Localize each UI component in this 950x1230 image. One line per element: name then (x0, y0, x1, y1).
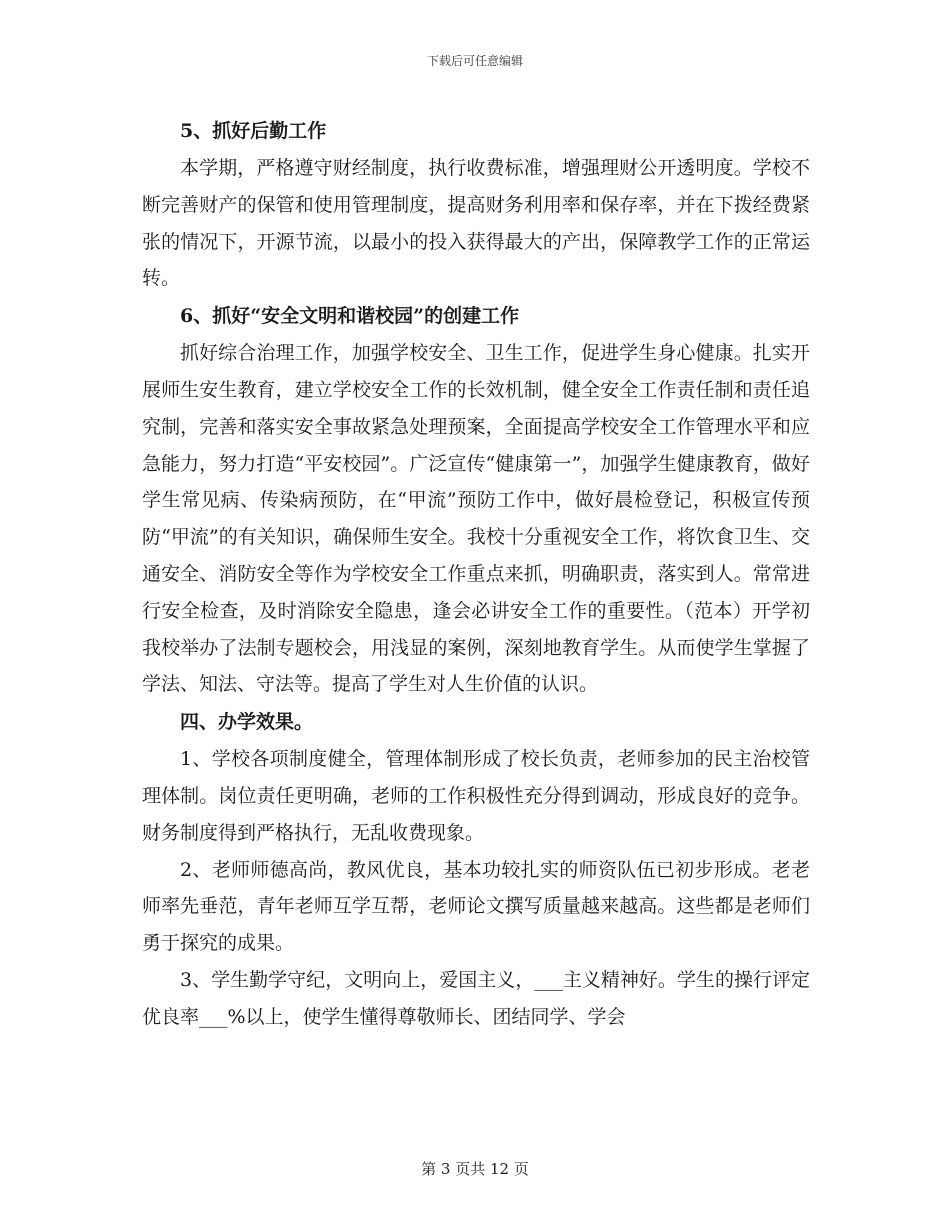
section-heading-logistics: 5、抓好后勤工作 (180, 120, 327, 142)
page-header-note: 下载后可任意编辑 (426, 54, 523, 68)
section-heading-safe-campus: 6、抓好“安全文明和谐校园”的创建工作 (180, 305, 520, 328)
paragraph-logistics: 本学期，严格遵守财经制度，执行收费标准，增强理财公开透明度。学校不断完善财产的保管和使用管理制度，提高财务利用率和保存率，并在下拨经费紧张的情况下，开源节流，以最小的投入获得最大的产出，保障教学工作的正常运转。 (142, 157, 810, 290)
document-body (142, 112, 810, 1036)
paragraph-result-3: 3、学生勤学守纪，文明向上，爱国主义，___主义精神好。学生的操行评定优良率___%以上，使学生懂得尊敬师长、团结同学、学会 (142, 968, 810, 1028)
paragraph-result-2: 2、老师师德高尚，教风优良，基本功较扎实的师资队伍已初步形成。老老师率先垂范，青年老师互学互帮，老师论文撰写质量越来越高。这些都是老师们勇于探究的成果。 (142, 858, 810, 955)
page-number-footer: 第 3 页共 12 页 (421, 1160, 529, 1178)
paragraph-result-1: 1、学校各项制度健全，管理体制形成了校长负责，老师参加的民主治校管理体制。岗位责任更明确，老师的工作积极性充分得到调动，形成良好的竞争。财务制度得到严格执行，无乱收费现象。 (142, 748, 810, 844)
paragraph-safe-campus: 抓好综合治理工作，加强学校安全、卫生工作，促进学生身心健康。扎实开展师生安生教育，建立学校安全工作的长效机制，健全安全工作责任制和责任追究制，完善和落实安全事故紧急处理预案，全面提高学校安全工作管理水平和应急能力，努力打造“平安校园”。广泛宣传“健康第一”，加强学生健康教育，做好学生常见病、传染病预防，在“甲流”预防工作中，做好晨检登记，积极宣传预防“甲流”的有关知识，确保师生安全。我校十分重视安全工作，将饮食卫生、交通安全、消防安全等作为学校安全工作重点来抓，明确职责，落实到人。常常进行安全检查，及时消除安全隐患，逢会必讲安全工作的重要性。（范本）开学初我校举办了法制专题校会，用浅显的案例，深刻地教育学生。从而使学生掌握了学法、知法、守法等。提高了学生对人生价值的认识。 (142, 342, 810, 696)
section-heading-results: 四、办学效果。 (180, 711, 314, 734)
